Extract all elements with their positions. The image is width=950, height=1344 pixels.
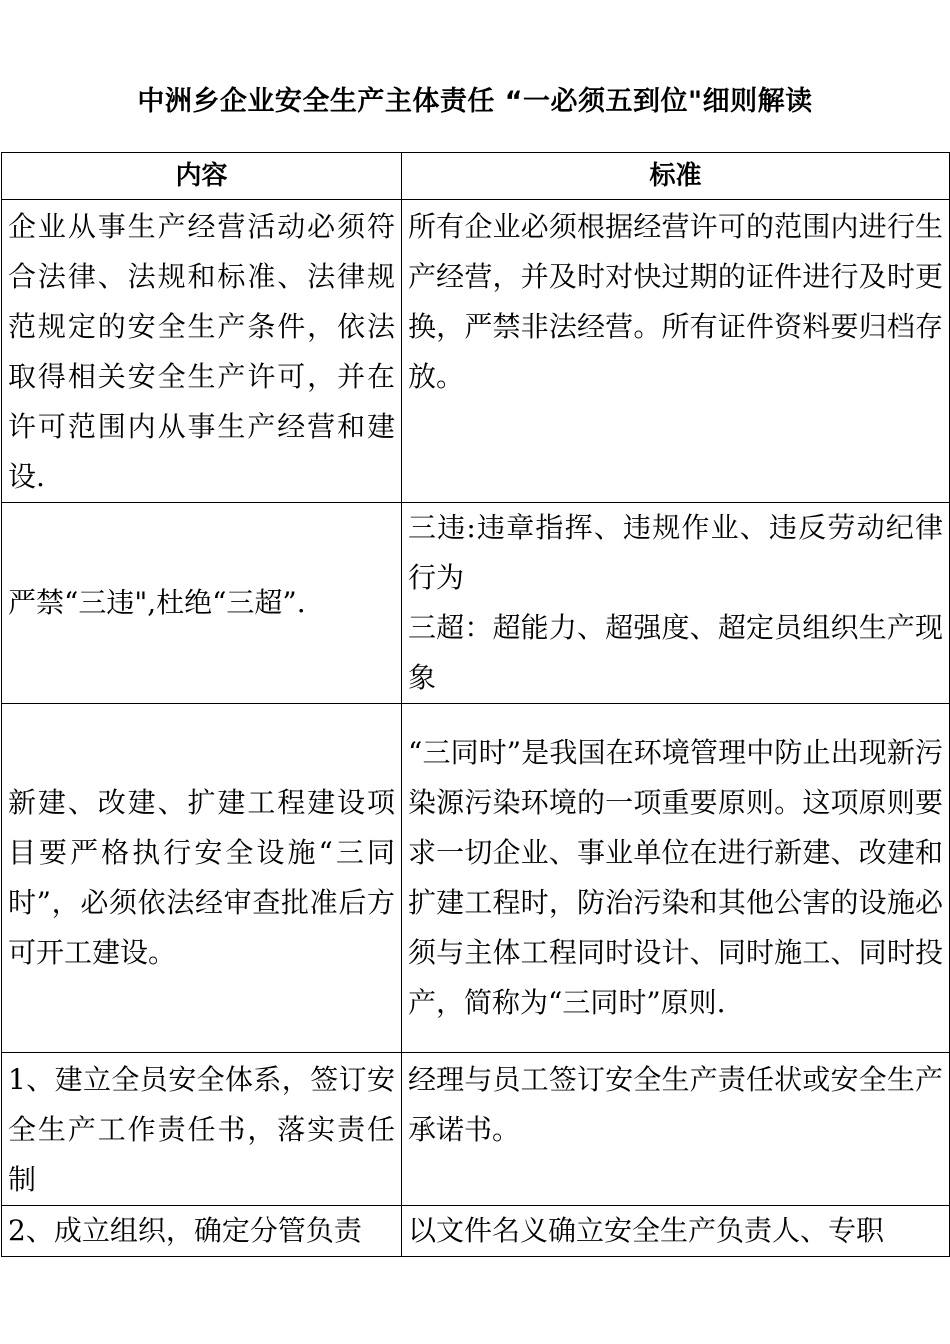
- content-cell: 新建、改建、扩建工程建设项目要严格执行安全设施“三同时”，必须依法经审查批准后方可开工建设。: [2, 704, 402, 1053]
- table-row: [2, 503, 950, 704]
- content-cell: 企业从事生产经营活动必须符合法律、法规和标准、法律规范规定的安全生产条件，依法取得相关安全生产许可，并在许可范围内从事生产经营和建设.: [2, 200, 402, 503]
- standard-paragraph: 所有企业必须根据经营许可的范围内进行生产经营，并及时对快过期的证件进行及时更换，严禁非法经营。所有证件资料要归档存放。: [408, 210, 943, 393]
- content-cell: 严禁“三违",杜绝“三超”.: [2, 503, 402, 704]
- table-row: [2, 200, 950, 503]
- standard-paragraph: 经理与员工签订安全生产责任状或安全生产承诺书。: [408, 1063, 943, 1146]
- standard-paragraph: “三同时”是我国在环境管理中防止出现新污染源污染环境的一项重要原则。这项原则要求一切企业、事业单位在进行新建、改建和扩建工程时，防治污染和其他公害的设施必须与主体工程同时设计、同时施工、同时投产，简称为“三同时”原则.: [408, 736, 943, 1019]
- standard-cell: [402, 200, 950, 503]
- standard-cell: [402, 1206, 950, 1257]
- standard-paragraph: 三超：超能力、超强度、超定员组织生产现象: [408, 611, 943, 694]
- responsibility-table: [1, 152, 950, 1257]
- document-title: 中洲乡企业安全生产主体责任 “一必须五到位"细则解读: [137, 86, 813, 117]
- standard-paragraph: 三违:违章指挥、违规作业、违反劳动纪律行为: [408, 511, 943, 594]
- table-row: [2, 1206, 950, 1257]
- header-content: 内容: [2, 153, 402, 200]
- header-standard: 标准: [402, 153, 950, 200]
- table-row: [2, 1053, 950, 1206]
- content-cell: 2、成立组织，确定分管负责: [2, 1206, 402, 1257]
- content-cell: 1、建立全员安全体系，签订安全生产工作责任书，落实责任制: [2, 1053, 402, 1206]
- table-row: [2, 704, 950, 1053]
- standard-cell: [402, 503, 950, 704]
- standard-paragraph: 以文件名义确立安全生产负责人、专职: [408, 1214, 885, 1247]
- standard-cell: [402, 1053, 950, 1206]
- standard-cell: [402, 704, 950, 1053]
- table-header-row: [2, 153, 950, 200]
